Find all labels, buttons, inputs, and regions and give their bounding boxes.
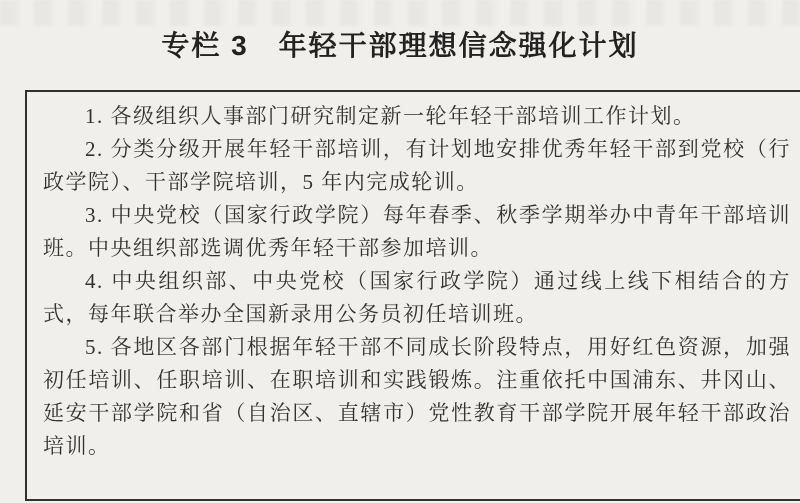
plan-item-5: 5. 各地区各部门根据年轻干部不同成长阶段特点，用好红色资源，加强初任培训、任职培训、在职培训和实践锻炼。注重依托中国浦东、井冈山、延安干部学院和省（自治区、直辖市）党性教育干部学院开展年轻干部政治培训。: [43, 335, 791, 458]
column-title: 专栏 3 年轻干部理想信念强化计划: [161, 30, 639, 61]
plan-item-4: 4. 中央组织部、中央党校（国家行政学院）通过线上线下相结合的方式，每年联合举办全国新录用公务员初任培训班。: [43, 269, 791, 326]
plan-item-3: 3. 中央党校（国家行政学院）每年春季、秋季学期举办中青年干部培训班。中央组织部选调优秀年轻干部参加培训。: [43, 203, 791, 260]
plan-item-2: 2. 分类分级开展年轻干部培训，有计划地安排优秀年轻干部到党校（行政学院）、干部学院培训，5 年内完成轮训。: [43, 137, 791, 194]
content-box: [25, 90, 800, 501]
plan-item-1: 1. 各级组织人事部门研究制定新一轮年轻干部培训工作计划。: [85, 104, 696, 128]
